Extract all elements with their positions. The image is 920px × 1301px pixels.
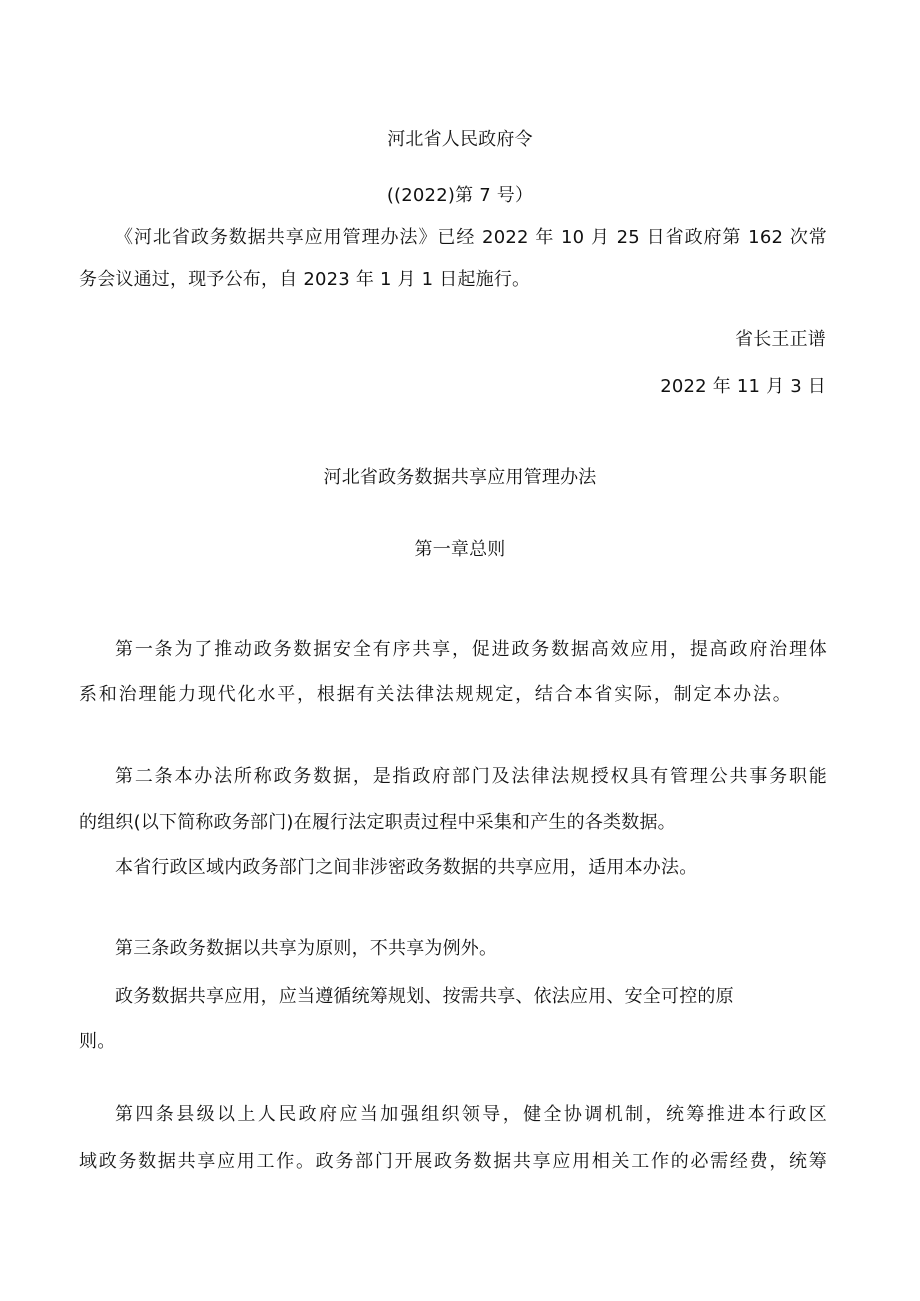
decree-body-line-2: 务会议通过，现予公布，自 2023 年 1 月 1 日起施行。 [79,269,531,290]
regulation-title: 河北省政务数据共享应用管理办法 [323,467,597,488]
article-2-line-2: 的组织(以下简称政务部门)在履行法定职责过程中采集和产生的各类数据。 [79,812,676,833]
chapter-heading: 第一章总则 [414,539,506,560]
article-1-line-2: 系和治理能力现代化水平，根据有关法律法规规定，结合本省实际，制定本办法。 [79,684,791,705]
article-1-line-1: 第一条为了推动政务数据安全有序共享，促进政务数据高效应用，提高政府治理体 [115,639,827,660]
decree-title: 河北省人民政府令 [387,129,533,150]
signer: 省长王正谱 [735,329,826,350]
decree-number: ((2022)第 7 号） [386,185,534,206]
article-3-line-1: 第三条政务数据以共享为原则，不共享为例外。 [115,938,498,959]
article-2-line-1: 第二条本办法所称政务数据，是指政府部门及法律法规授权具有管理公共事务职能 [115,766,827,787]
article-3-line-3: 则。 [79,1031,116,1052]
decree-date: 2022 年 11 月 3 日 [660,376,826,397]
article-3-line-2: 政务数据共享应用，应当遵循统筹规划、按需共享、依法应用、安全可控的原 [115,986,734,1007]
article-2-line-3: 本省行政区域内政务部门之间非涉密政务数据的共享应用，适用本办法。 [115,857,698,878]
article-4-line-2: 域政务数据共享应用工作。政务部门开展政务数据共享应用相关工作的必需经费，统筹 [79,1151,827,1172]
article-4-line-1: 第四条县级以上人民政府应当加强组织领导，健全协调机制，统筹推进本行政区 [115,1104,827,1125]
decree-body-line-1: 《河北省政务数据共享应用管理办法》已经 2022 年 10 月 25 日省政府第 162 次常 [115,227,827,248]
